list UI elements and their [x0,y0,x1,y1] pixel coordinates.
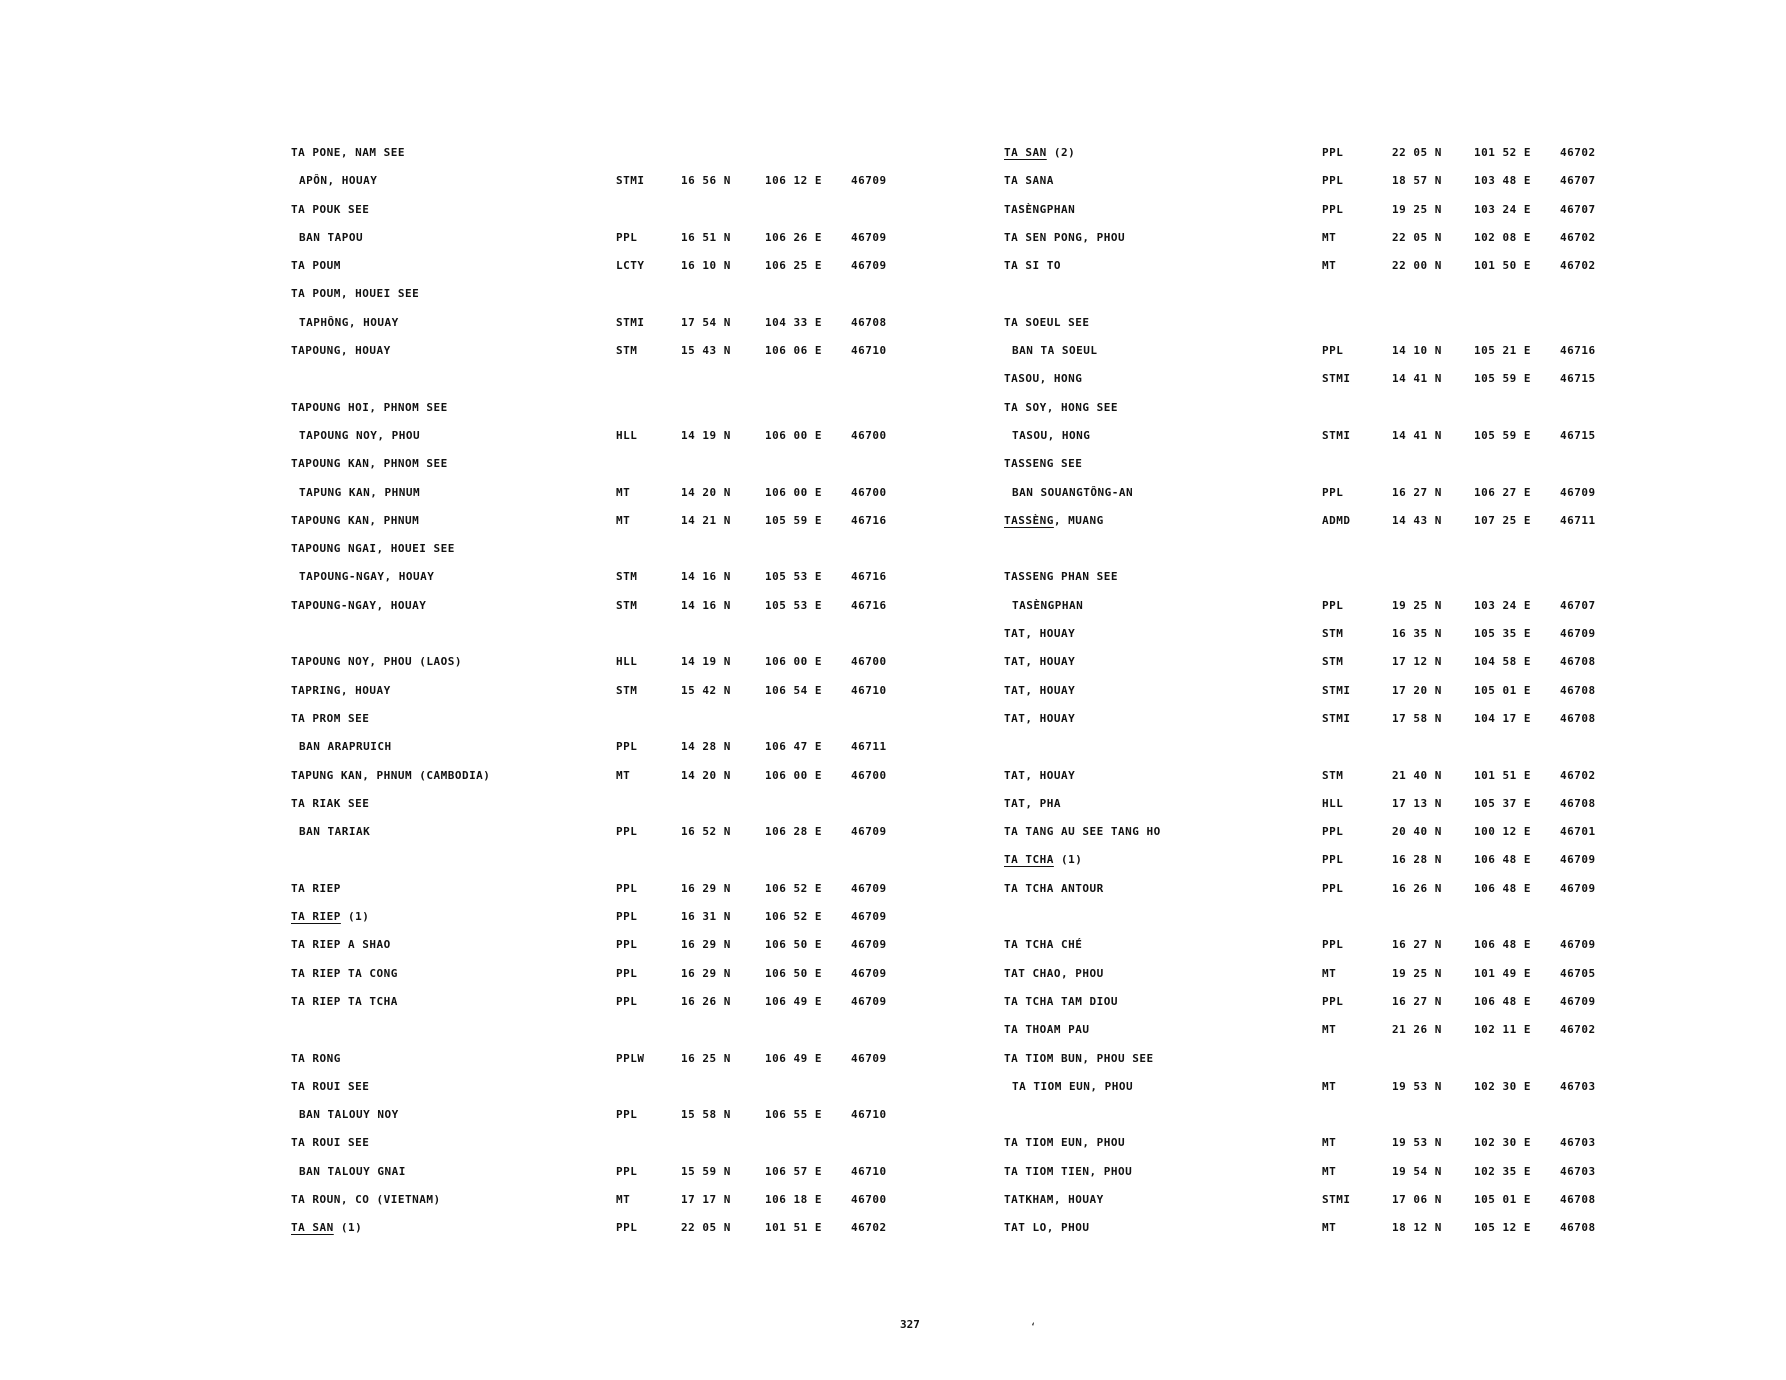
entry-lat: 16 28 N [1392,853,1442,867]
entry-lon: 101 50 E [1474,259,1531,273]
entry-ref: 46708 [1560,655,1596,669]
entry-code: STM [1322,627,1344,641]
entry-name: TA SOEUL SEE [1004,315,1090,329]
entry-ref: 46709 [851,230,887,244]
entry-name: TAT, PHA [1004,796,1061,810]
entry-ref: 46708 [1560,1221,1596,1235]
entry-name: TAPOUNG NOY, PHOU [299,428,421,442]
entry-lon: 106 48 E [1474,881,1531,895]
entry-lat: 14 19 N [681,655,731,669]
entry-code: STM [1322,655,1344,669]
entry-code: STMI [1322,372,1351,386]
entry-ref: 46702 [851,1221,887,1235]
entry-lat: 16 27 N [1392,938,1442,952]
entry-code: STMI [1322,711,1351,725]
entry-code: PPL [1322,174,1344,188]
entry-ref: 46709 [851,938,887,952]
entry-lat: 19 25 N [1392,598,1442,612]
entry-code: MT [616,1192,631,1206]
entry-name: TA PROM SEE [291,711,370,725]
entry-lon: 106 06 E [765,344,822,358]
entry-lon: 107 25 E [1474,513,1531,527]
entry-lat: 22 05 N [1392,230,1442,244]
entry-name: BAN TARIAK [299,825,371,839]
entry-name-suffix: (2) [1046,146,1076,159]
entry-name: BAN TA SOEUL [1012,344,1098,358]
entry-lon: 104 33 E [765,315,822,329]
entry-ref: 46702 [1560,259,1596,273]
entry-name: TA POUK SEE [291,202,370,216]
entry-lon: 100 12 E [1474,825,1531,839]
entry-lon: 105 01 E [1474,1192,1531,1206]
entry-code: STM [1322,768,1344,782]
entry-lon: 106 26 E [765,230,822,244]
entry-lon: 106 00 E [765,655,822,669]
entry-name [291,1221,362,1234]
entry-lat: 15 42 N [681,683,731,697]
entry-ref: 46715 [1560,372,1596,386]
entry-ref: 46709 [1560,485,1596,499]
entry-ref: 46709 [1560,881,1596,895]
entry-lat: 14 41 N [1392,372,1442,386]
entry-name: TA TCHA CHÉ [1004,938,1083,952]
entry-ref: 46716 [851,513,887,527]
entry-lat: 14 19 N [681,428,731,442]
entry-lat: 16 26 N [681,994,731,1008]
entry-ref: 46700 [851,768,887,782]
entry-ref: 46707 [1560,598,1596,612]
entry-ref: 46705 [1560,966,1596,980]
entry-name: TA ROUI SEE [291,1079,370,1093]
entry-code: PPLW [616,1051,645,1065]
entry-lon: 104 17 E [1474,711,1531,725]
entry-lat: 16 52 N [681,825,731,839]
entry-lat: 19 25 N [1392,202,1442,216]
entry-code: STM [616,344,638,358]
entry-code: PPL [616,740,638,754]
entry-name: BAN TAPOU [299,230,364,244]
entry-lon: 103 24 E [1474,202,1531,216]
entry-lat: 15 59 N [681,1164,731,1178]
entry-lat: 16 31 N [681,910,731,924]
entry-lon: 104 58 E [1474,655,1531,669]
entry-lon: 105 01 E [1474,683,1531,697]
entry-lon: 105 59 E [1474,372,1531,386]
entry-ref: 46708 [1560,711,1596,725]
entry-code: PPL [1322,146,1344,159]
entry-code: MT [616,485,631,499]
entry-code: PPL [1322,881,1344,895]
entry-code: MT [1322,966,1337,980]
entry-ref: 46709 [851,174,887,188]
entry-ref: 46709 [1560,627,1596,641]
entry-ref: 46709 [851,994,887,1008]
entry-name: TA RONG [291,1051,341,1065]
entry-name: TASÈNGPHAN [1012,598,1084,612]
entry-code: PPL [616,938,638,952]
entry-code: PPL [616,1164,638,1178]
entry-name: BAN SOUANGTÔNG-AN [1012,485,1134,499]
entry-lon: 106 12 E [765,174,822,188]
entry-name: TAPOUNG-NGAY, HOUAY [299,570,435,584]
entry-name: TASOU, HONG [1004,372,1083,386]
entry-ref: 46701 [1560,825,1596,839]
entry-lat: 18 12 N [1392,1221,1442,1235]
entry-lon: 106 52 E [765,881,822,895]
entry-ref: 46710 [851,344,887,358]
entry-code: STM [616,570,638,584]
entry-name: APÔN, HOUAY [299,174,378,188]
entry-ref: 46709 [1560,938,1596,952]
entry-lat: 18 57 N [1392,174,1442,188]
entry-lat: 14 20 N [681,485,731,499]
entry-lon: 105 37 E [1474,796,1531,810]
entry-ref: 46702 [1560,768,1596,782]
entry-ref: 46716 [851,570,887,584]
entry-ref: 46700 [851,1192,887,1206]
entry-code: STM [616,683,638,697]
entry-lon: 106 54 E [765,683,822,697]
entry-name: TAPOUNG KAN, PHNUM [291,513,420,527]
entry-name: TAT LO, PHOU [1004,1221,1090,1235]
entry-code: PPL [1322,853,1344,867]
entry-ref: 46709 [851,966,887,980]
entry-code: MT [1322,1221,1337,1235]
entry-name: TA ROUN, CO (VIETNAM) [291,1192,441,1206]
entry-ref: 46700 [851,485,887,499]
entry-lat: 16 51 N [681,230,731,244]
entry-name: TAT, HOUAY [1004,711,1076,725]
entry-lon: 105 59 E [1474,428,1531,442]
entry-code: PPL [616,1108,638,1122]
entry-ref: 46708 [1560,796,1596,810]
entry-lat: 16 26 N [1392,881,1442,895]
entry-name: TAPHÔNG, HOUAY [299,315,399,329]
entry-name: TASSENG SEE [1004,457,1083,471]
entry-name: TAPOUNG HOI, PHNOM SEE [291,400,448,414]
entry-lat: 19 54 N [1392,1164,1442,1178]
entry-name: TAT CHAO, PHOU [1004,966,1104,980]
entry-ref: 46709 [851,1051,887,1065]
entry-lat: 14 41 N [1392,428,1442,442]
entry-lon: 105 53 E [765,598,822,612]
entry-ref: 46709 [851,881,887,895]
entry-name [291,910,369,923]
entry-lon: 101 51 E [765,1221,822,1235]
entry-code: PPL [616,994,638,1008]
entry-ref: 46709 [1560,994,1596,1008]
entry-code: ADMD [1322,513,1351,527]
entry-ref: 46711 [1560,513,1596,527]
entry-name: TA SEN PONG, PHOU [1004,230,1126,244]
entry-lon: 106 49 E [765,1051,822,1065]
entry-lon: 106 18 E [765,1192,822,1206]
entry-code: STMI [616,174,645,188]
entry-lon: 106 55 E [765,1108,822,1122]
entry-lon: 105 21 E [1474,344,1531,358]
entry-lat: 17 06 N [1392,1192,1442,1206]
entry-name: TA TANG AU SEE TANG HO [1004,825,1161,839]
entry-lon: 103 24 E [1474,598,1531,612]
entry-code: MT [616,768,631,782]
entry-name: TA SOY, HONG SEE [1004,400,1118,414]
entry-ref: 46709 [1560,853,1596,867]
entry-lon: 105 59 E [765,513,822,527]
entry-ref: 46700 [851,655,887,669]
entry-name: TA RIEP [291,881,341,895]
entry-ref: 46708 [1560,1192,1596,1206]
entry-code: MT [1322,230,1337,244]
entry-lon: 102 35 E [1474,1164,1531,1178]
entry-lat: 17 58 N [1392,711,1442,725]
entry-name: TAPUNG KAN, PHNUM (CAMBODIA) [291,768,491,782]
entry-ref: 46715 [1560,428,1596,442]
entry-lat: 20 40 N [1392,825,1442,839]
entry-lat: 16 10 N [681,259,731,273]
entry-name: TA TIOM EUN, PHOU [1012,1079,1134,1093]
entry-name: TAPOUNG-NGAY, HOUAY [291,598,427,612]
entry-name: TAPUNG KAN, PHNUM [299,485,421,499]
entry-ref: 46709 [851,910,887,924]
entry-lon: 106 00 E [765,428,822,442]
entry-code: STMI [1322,683,1351,697]
entry-lat: 16 29 N [681,881,731,895]
entry-code: STMI [616,315,645,329]
entry-lon: 102 11 E [1474,1023,1531,1037]
entry-name: TA TCHA ANTOUR [1004,881,1104,895]
entry-lat: 22 05 N [681,1221,731,1235]
entry-lat: 21 26 N [1392,1023,1442,1037]
entry-lat: 17 54 N [681,315,731,329]
entry-code: PPL [616,825,638,839]
entry-lat: 15 58 N [681,1108,731,1122]
entry-lat: 19 53 N [1392,1136,1442,1150]
entry-lon: 106 48 E [1474,853,1531,867]
entry-name: TAPOUNG, HOUAY [291,344,391,358]
entry-name: TA THOAM PAU [1004,1023,1090,1037]
entry-ref: 46702 [1560,1023,1596,1037]
entry-lat: 16 27 N [1392,485,1442,499]
entry-lat: 19 25 N [1392,966,1442,980]
entry-ref: 46709 [851,825,887,839]
entry-ref: 46716 [1560,344,1596,358]
entry-code: MT [1322,259,1337,273]
entry-lon: 106 57 E [765,1164,822,1178]
entry-lat: 16 29 N [681,966,731,980]
entry-code: PPL [616,230,638,244]
entry-lat: 14 28 N [681,740,731,754]
entry-code: PPL [1322,344,1344,358]
entry-lat: 17 13 N [1392,796,1442,810]
entry-name: TA ROUI SEE [291,1136,370,1150]
entry-name-suffix: (1) [1053,853,1083,867]
entry-ref: 46710 [851,1164,887,1178]
entry-name-suffix: (1) [340,910,370,924]
entry-lon: 106 00 E [765,768,822,782]
entry-name: TA SI TO [1004,259,1061,273]
entry-ref: 46703 [1560,1136,1596,1150]
entry-lat: 16 27 N [1392,994,1442,1008]
entry-lon: 102 08 E [1474,230,1531,244]
entry-code: HLL [616,655,638,669]
entry-code: STMI [1322,1192,1351,1206]
entry-lon: 102 30 E [1474,1079,1531,1093]
entry-name: TATKHAM, HOUAY [1004,1192,1104,1206]
entry-name-suffix: (1) [333,1221,363,1235]
entry-name: TA TIOM TIEN, PHOU [1004,1164,1133,1178]
entry-code: PPL [616,1221,638,1235]
entry-lat: 14 10 N [1392,344,1442,358]
entry-lon: 105 35 E [1474,627,1531,641]
entry-lat: 22 00 N [1392,259,1442,273]
entry-code: PPL [616,910,638,924]
entry-name: TA TIOM BUN, PHOU SEE [1004,1051,1154,1065]
entry-lat: 16 35 N [1392,627,1442,641]
entry-lat: 15 43 N [681,344,731,358]
entry-code: PPL [1322,598,1344,612]
entry-code: PPL [1322,994,1344,1008]
entry-lat: 21 40 N [1392,768,1442,782]
entry-lon: 105 12 E [1474,1221,1531,1235]
entry-ref: 46700 [851,428,887,442]
entry-name: TA SANA [1004,174,1054,188]
entry-ref: 46707 [1560,202,1596,216]
entry-lon: 106 47 E [765,740,822,754]
entry-lon: 106 49 E [765,994,822,1008]
entry-ref: 46702 [1560,230,1596,244]
entry-name [1004,514,1104,527]
entry-code: LCTY [616,259,645,273]
entry-name: TA RIAK SEE [291,796,370,810]
entry-lon: 106 25 E [765,259,822,273]
entry-name: BAN TALOUY NOY [299,1108,399,1122]
entry-code: MT [1322,1023,1337,1037]
page-mark: ‘ [1030,1322,1037,1333]
entry-code: MT [616,513,631,527]
entry-name: TAT, HOUAY [1004,683,1076,697]
entry-code: MT [1322,1164,1337,1178]
entry-lon: 106 48 E [1474,994,1531,1008]
entry-lon: 106 00 E [765,485,822,499]
entry-name: TAPRING, HOUAY [291,683,391,697]
entry-name-underlined: TA RIEP [291,910,341,924]
entry-lat: 17 20 N [1392,683,1442,697]
entry-ref: 46716 [851,598,887,612]
entry-lat: 14 16 N [681,598,731,612]
entry-ref: 46707 [1560,174,1596,188]
entry-name: TA TCHA TAM DIOU [1004,994,1118,1008]
entry-lat: 14 16 N [681,570,731,584]
entry-name: TA RIEP A SHAO [291,938,391,952]
entry-name-underlined: TA TCHA [1004,853,1054,867]
entry-ref: 46703 [1560,1079,1596,1093]
entry-name: BAN TALOUY GNAI [299,1164,406,1178]
entry-lon: 106 48 E [1474,938,1531,952]
entry-name: TAT, HOUAY [1004,768,1076,782]
entry-code: MT [1322,1136,1337,1150]
entry-name: TA RIEP TA CONG [291,966,398,980]
entry-lat: 17 12 N [1392,655,1442,669]
entry-name: TAPOUNG NGAI, HOUEI SEE [291,542,455,556]
entry-name: TA POUM [291,259,341,273]
entry-name: TAT, HOUAY [1004,655,1076,669]
entry-name: TASÈNGPHAN [1004,202,1076,216]
entry-lat: 16 29 N [681,938,731,952]
entry-name: BAN ARAPRUICH [299,740,392,754]
page-number: 327 [900,1318,920,1331]
entry-name: TA RIEP TA TCHA [291,994,398,1008]
entry-ref: 46709 [851,259,887,273]
entry-name: TAPOUNG NOY, PHOU (LAOS) [291,655,462,669]
entry-code: HLL [1322,796,1344,810]
entry-code: PPL [616,881,638,895]
entry-lon: 102 30 E [1474,1136,1531,1150]
entry-lon: 101 51 E [1474,768,1531,782]
entry-code: HLL [616,428,638,442]
entry-name [1004,146,1075,159]
entry-lon: 106 52 E [765,910,822,924]
entry-ref: 46708 [1560,683,1596,697]
entry-name: TAPOUNG KAN, PHNOM SEE [291,457,448,471]
entry-lat: 17 17 N [681,1192,731,1206]
entry-code: STMI [1322,428,1351,442]
entry-lon: 106 50 E [765,966,822,980]
entry-lat: 22 05 N [1392,146,1442,159]
entry-ref: 46710 [851,1108,887,1122]
entry-code: PPL [1322,485,1344,499]
entry-ref: 46710 [851,683,887,697]
entry-code: PPL [1322,825,1344,839]
entry-lat: 16 56 N [681,174,731,188]
entry-lon: 106 28 E [765,825,822,839]
entry-name-suffix: , MUANG [1053,513,1104,527]
entry-name: TA POUM, HOUEI SEE [291,287,420,301]
entry-lon: 106 27 E [1474,485,1531,499]
entry-lon: 101 49 E [1474,966,1531,980]
entry-name-underlined: TA SAN [291,1221,334,1235]
entry-code: MT [1322,1079,1337,1093]
entry-lat: 16 25 N [681,1051,731,1065]
entry-lat: 14 21 N [681,513,731,527]
entry-lat: 19 53 N [1392,1079,1442,1093]
entry-name-underlined: TASSÈNG [1004,513,1054,527]
entry-lon: 105 53 E [765,570,822,584]
entry-name: TA PONE, NAM SEE [291,146,405,159]
entry-name-underlined: TA SAN [1004,146,1047,159]
entry-ref: 46702 [1560,146,1596,159]
entry-ref: 46711 [851,740,887,754]
entry-lat: 14 43 N [1392,513,1442,527]
entry-name: TASSENG PHAN SEE [1004,570,1118,584]
entry-name: TA TIOM EUN, PHOU [1004,1136,1126,1150]
entry-name: TAT, HOUAY [1004,627,1076,641]
entry-code: PPL [1322,938,1344,952]
entry-lon: 103 48 E [1474,174,1531,188]
entry-lon: 106 50 E [765,938,822,952]
entry-lon: 101 52 E [1474,146,1531,159]
entry-name [1004,853,1082,866]
entry-ref: 46703 [1560,1164,1596,1178]
entry-lat: 14 20 N [681,768,731,782]
entry-ref: 46708 [851,315,887,329]
entry-code: PPL [1322,202,1344,216]
entry-name: TASOU, HONG [1012,428,1091,442]
entry-code: PPL [616,966,638,980]
entry-code: STM [616,598,638,612]
